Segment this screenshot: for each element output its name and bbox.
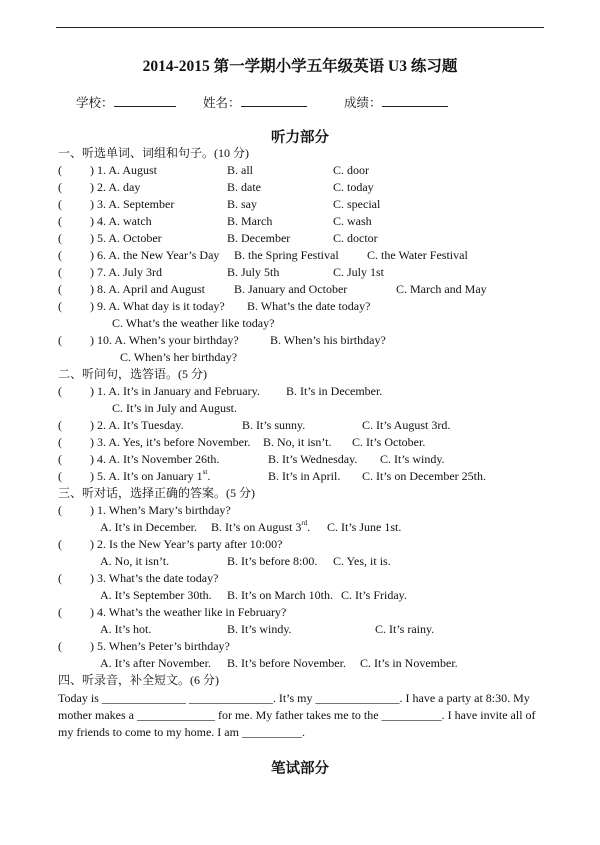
- option-b: B. When’s his birthday?: [270, 333, 386, 347]
- question-text: ) 2. A. day: [90, 180, 141, 194]
- option-c: C. When’s her birthday?: [120, 350, 238, 364]
- option-b: B. It’s before November.: [227, 656, 346, 670]
- option-b: B. It’s windy.: [227, 622, 292, 636]
- paren: (: [58, 163, 62, 177]
- option-b-main: B. It’s on August 3: [211, 520, 302, 534]
- period: .: [207, 469, 211, 483]
- writing-title: 笔试部分: [271, 761, 329, 777]
- paren: (: [58, 299, 62, 313]
- option-a: A. It’s September 30th.: [100, 588, 212, 602]
- question-text: ) 2. Is the New Year’s party after 10:00?: [90, 537, 283, 551]
- option-b: B. No, it isn’t.: [263, 435, 332, 449]
- option-a: A. It’s after November.: [100, 656, 211, 670]
- question-text: ) 1. A. It’s in January and February.: [90, 384, 260, 398]
- paren: (: [58, 452, 62, 466]
- paren: (: [58, 605, 62, 619]
- paren: (: [58, 639, 62, 653]
- part2-heading: 二、听问句，选答语。(5 分): [58, 367, 207, 381]
- top-rule: [56, 27, 544, 28]
- option-b: B. July 5th: [227, 265, 280, 279]
- ordinal-suffix: st: [202, 468, 208, 476]
- option-b: B. say: [227, 197, 257, 211]
- school-field: [76, 93, 176, 111]
- option-b: B. March: [227, 214, 273, 228]
- question-text: ) 1. When’s Mary’s birthday?: [90, 503, 231, 517]
- option-c: C. It’s windy.: [380, 452, 445, 466]
- option-c: C. doctor: [333, 231, 378, 245]
- option-b: B. date: [227, 180, 261, 194]
- question-main: ) 5. A. It’s on January 1: [90, 469, 203, 483]
- option-b: B. It’s in December.: [286, 384, 383, 398]
- option-b: B. all: [227, 163, 253, 177]
- paren: (: [58, 333, 62, 347]
- score-field: [344, 93, 448, 111]
- option-c: C. today: [333, 180, 374, 194]
- question-text: ) 3. What’s the date today?: [90, 571, 219, 585]
- part4-heading: 四、听录音，补全短文。(6 分): [58, 673, 219, 687]
- paren: (: [58, 248, 62, 262]
- paren: (: [58, 214, 62, 228]
- option-b: [211, 520, 310, 534]
- option-b: B. It’s in April.: [268, 469, 341, 483]
- school-label: 学校：: [76, 96, 114, 110]
- question-text: ) 4. A. watch: [90, 214, 152, 228]
- passage-line-2: mother makes a _____________ for me. My father takes me to the __________. I have invite all of: [58, 708, 536, 722]
- question-text: ) 2. A. It’s Tuesday.: [90, 418, 184, 432]
- question-text: ) 4. What’s the weather like in February?: [90, 605, 287, 619]
- option-c: C. It’s in July and August.: [112, 401, 238, 415]
- period: .: [307, 520, 311, 534]
- paren: (: [58, 469, 62, 483]
- option-b: B. the Spring Festival: [234, 248, 339, 262]
- option-c: C. It’s June 1st.: [327, 520, 402, 534]
- score-blank: [382, 95, 448, 107]
- option-b: B. It’s on March 10th.: [227, 588, 333, 602]
- paren: (: [58, 231, 62, 245]
- question-text: ) 5. A. October: [90, 231, 162, 245]
- score-label: 成绩：: [344, 96, 382, 110]
- question-text: ) 6. A. the New Year’s Day: [90, 248, 220, 262]
- question-text: [90, 469, 210, 483]
- option-c: C. March and May: [396, 282, 487, 296]
- option-c: C. It’s October.: [352, 435, 426, 449]
- paren: (: [58, 537, 62, 551]
- question-text: ) 3. A. September: [90, 197, 175, 211]
- option-c: C. It’s Friday.: [341, 588, 407, 602]
- option-c: C. It’s in November.: [360, 656, 458, 670]
- question-text: ) 8. A. April and August: [90, 282, 206, 296]
- name-field: [203, 93, 307, 111]
- paren: (: [58, 180, 62, 194]
- passage-line-3: my friends to come to my home. I am __________.: [58, 725, 305, 739]
- paren: (: [58, 282, 62, 296]
- ordinal-suffix: rd: [301, 519, 308, 527]
- page-title: 2014-2015 第一学期小学五年级英语 U3 练习题: [142, 58, 458, 75]
- question-text: ) 5. When’s Peter’s birthday?: [90, 639, 230, 653]
- option-b: B. It’s Wednesday.: [268, 452, 358, 466]
- paren: (: [58, 571, 62, 585]
- paren: (: [58, 197, 62, 211]
- option-c: C. What’s the weather like today?: [112, 316, 275, 330]
- option-c: C. special: [333, 197, 381, 211]
- paren: (: [58, 418, 62, 432]
- option-c: C. Yes, it is.: [333, 554, 391, 568]
- option-b: B. What’s the date today?: [247, 299, 371, 313]
- question-text: ) 1. A. August: [90, 163, 158, 177]
- question-text: ) 10. A. When’s your birthday?: [90, 333, 239, 347]
- question-text: ) 9. A. What day is it today?: [90, 299, 225, 313]
- option-b: B. December: [227, 231, 291, 245]
- question-text: ) 3. A. Yes, it’s before November.: [90, 435, 251, 449]
- option-a: A. No, it isn’t.: [100, 554, 170, 568]
- option-c: C. door: [333, 163, 369, 177]
- listening-title: 听力部分: [271, 130, 329, 146]
- option-c: C. the Water Festival: [367, 248, 468, 262]
- option-c: C. It’s on December 25th.: [362, 469, 486, 483]
- option-a: A. It’s hot.: [100, 622, 152, 636]
- option-c: C. July 1st: [333, 265, 385, 279]
- name-label: 姓名：: [203, 96, 241, 110]
- paren: (: [58, 503, 62, 517]
- option-b: B. January and October: [234, 282, 348, 296]
- question-text: ) 4. A. It’s November 26th.: [90, 452, 220, 466]
- paren: (: [58, 435, 62, 449]
- option-c: C. It’s rainy.: [375, 622, 435, 636]
- option-a: A. It’s in December.: [100, 520, 197, 534]
- part1-heading: 一、听选单词、词组和句子。(10 分): [58, 146, 249, 160]
- passage-line-1: Today is ______________ ______________. It’s my ______________. I have a party at 8:30. My: [58, 691, 530, 705]
- paren: (: [58, 265, 62, 279]
- option-c: C. wash: [333, 214, 372, 228]
- option-b: B. It’s sunny.: [242, 418, 306, 432]
- part3-heading: 三、听对话，选择正确的答案。(5 分): [58, 486, 255, 500]
- option-c: C. It’s August 3rd.: [362, 418, 451, 432]
- name-blank: [241, 95, 307, 107]
- paren: (: [58, 384, 62, 398]
- school-blank: [114, 95, 176, 107]
- option-b: B. It’s before 8:00.: [227, 554, 318, 568]
- question-text: ) 7. A. July 3rd: [90, 265, 162, 279]
